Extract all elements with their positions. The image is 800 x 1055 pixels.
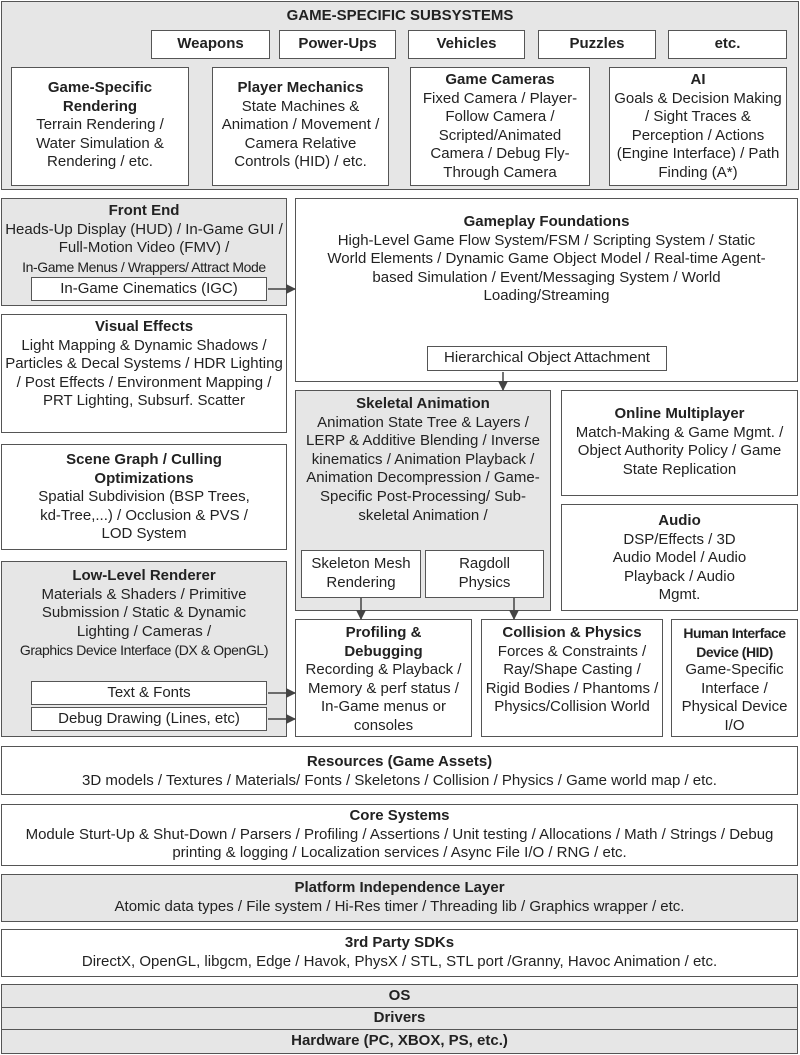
collision-physics-body: Forces & Constraints / Ray/Shape Casting / Rigid Bodies / Phantoms / Physics/Collision World [485, 642, 659, 716]
core-systems-title: Core Systems [349, 807, 450, 824]
hid-body: Game-Specific Interface / Physical Device I/O [681, 661, 788, 734]
skeleton-mesh-rendering-label: Skeleton Mesh Rendering [311, 555, 411, 591]
ai-title: AI [690, 71, 706, 88]
tab-puzzles: Puzzles [538, 30, 656, 59]
core-systems-body: Module Sturt-Up & Shut-Down / Parsers / Profiling / Assertions / Unit testing / Allocations / Math / Strings / Debug printing & logging / Localization services / Async File I/O / RNG / etc. [25, 825, 774, 862]
game-specific-rendering-title: Game-Specific Rendering [47, 79, 153, 115]
platform-independence-body: Atomic data types / File system / Hi-Res timer / Threading lib / Graphics wrapper / etc. [114, 897, 685, 915]
tab-vehicles: Vehicles [408, 30, 525, 59]
profiling-debugging-title: Profiling & Debugging [344, 624, 423, 660]
tab-weapons: Weapons [151, 30, 270, 59]
os-title: OS [388, 987, 411, 1004]
hierarchical-object-attachment-box: Hierarchical Object Attachment [427, 346, 667, 371]
player-mechanics-body: State Machines & Animation / Movement / Camera Relative Controls (HID) / etc. [221, 97, 380, 171]
resources-body: 3D models / Textures / Materials/ Fonts / Skeletons / Collision / Physics / Game world map / etc. [82, 771, 717, 789]
hardware-title: Hardware (PC, XBOX, PS, etc.) [291, 1032, 508, 1049]
audio-body: DSP/Effects / 3D Audio Model / Audio Playback / Audio Mgmt. [612, 530, 747, 604]
profiling-debugging-body: Recording & Playback / Memory & perf status / In-Game menus or consoles [305, 661, 462, 734]
resources-title: Resources (Game Assets) [306, 753, 493, 770]
ragdoll-physics-label: Ragdoll Physics [458, 555, 511, 591]
game-specific-heading: GAME-SPECIFIC SUBSYSTEMS [286, 7, 514, 24]
ai-body: Goals & Decision Making / Sight Traces & Perception / Actions (Engine Interface) / Path Finding (A*) [614, 89, 782, 181]
front-end-body: Heads-Up Display (HUD) / In-Game GUI / Full-Motion Video (FMV) / [5, 220, 283, 257]
gameplay-foundations-title: Gameplay Foundations [463, 213, 630, 230]
front-end-title: Front End [108, 202, 180, 219]
scene-graph-body: Spatial Subdivision (BSP Trees, kd-Tree,...) / Occlusion & PVS / LOD System [38, 488, 250, 543]
skeletal-animation-body: Animation State Tree & Layers / LERP & Additive Blending / Inverse kinematics / Animation Playback / Animation Decompression / Game-Specific Post-Processing/ Sub-skeletal Animation / [305, 413, 541, 524]
audio-title: Audio [658, 512, 701, 529]
tab-etc: etc. [668, 30, 787, 59]
gameplay-foundations-body: High-Level Game Flow System/FSM / Scripting System / Static World Elements / Dynamic Game Object Model / Real-time Agent-based Simulation / Event/Messaging System / World Loading/Streaming [327, 231, 766, 305]
in-game-cinematics-box: In-Game Cinematics (IGC) [31, 277, 267, 301]
skeletal-animation-title: Skeletal Animation [356, 395, 490, 412]
debug-drawing-box: Debug Drawing (Lines, etc) [31, 707, 267, 731]
visual-effects-body: Light Mapping & Dynamic Shadows / Particles & Decal Systems / HDR Lighting / Post Effects / Environment Mapping / PRT Lighting, Subsurf. Scatter [5, 336, 283, 410]
drivers-title: Drivers [373, 1009, 426, 1026]
collision-physics-title: Collision & Physics [502, 624, 642, 641]
low-level-renderer-gdi: Graphics Device Interface (DX & OpenGL) [19, 642, 269, 659]
front-end-body-menus: In-Game Menus / Wrappers/ Attract Mode [22, 258, 266, 275]
hid-title: Human Interface Device (HID) [683, 625, 786, 660]
third-party-sdks-title: 3rd Party SDKs [344, 934, 455, 951]
game-cameras-title: Game Cameras [445, 71, 555, 88]
game-cameras-body: Fixed Camera / Player-Follow Camera / Scripted/Animated Camera / Debug Fly-Through Camera [422, 89, 578, 181]
tab-power-ups: Power-Ups [279, 30, 396, 59]
text-fonts-box: Text & Fonts [31, 681, 267, 705]
game-specific-rendering-body: Terrain Rendering / Water Simulation & Rendering / etc. [36, 116, 164, 171]
online-multiplayer-body: Match-Making & Game Mgmt. / Object Authority Policy / Game State Replication [575, 423, 784, 478]
scene-graph-title: Scene Graph / Culling Optimizations [66, 451, 222, 487]
online-multiplayer-title: Online Multiplayer [614, 405, 745, 422]
third-party-sdks-body: DirectX, OpenGL, libgcm, Edge / Havok, PhysX / STL, STL port /Granny, Havoc Animation / etc. [81, 952, 718, 970]
low-level-renderer-title: Low-Level Renderer [72, 567, 216, 584]
visual-effects-title: Visual Effects [94, 318, 194, 335]
platform-independence-title: Platform Independence Layer [294, 879, 505, 896]
player-mechanics-title: Player Mechanics [237, 79, 364, 96]
low-level-renderer-body: Materials & Shaders / Primitive Submission / Static & Dynamic Lighting / Cameras / [41, 585, 247, 640]
